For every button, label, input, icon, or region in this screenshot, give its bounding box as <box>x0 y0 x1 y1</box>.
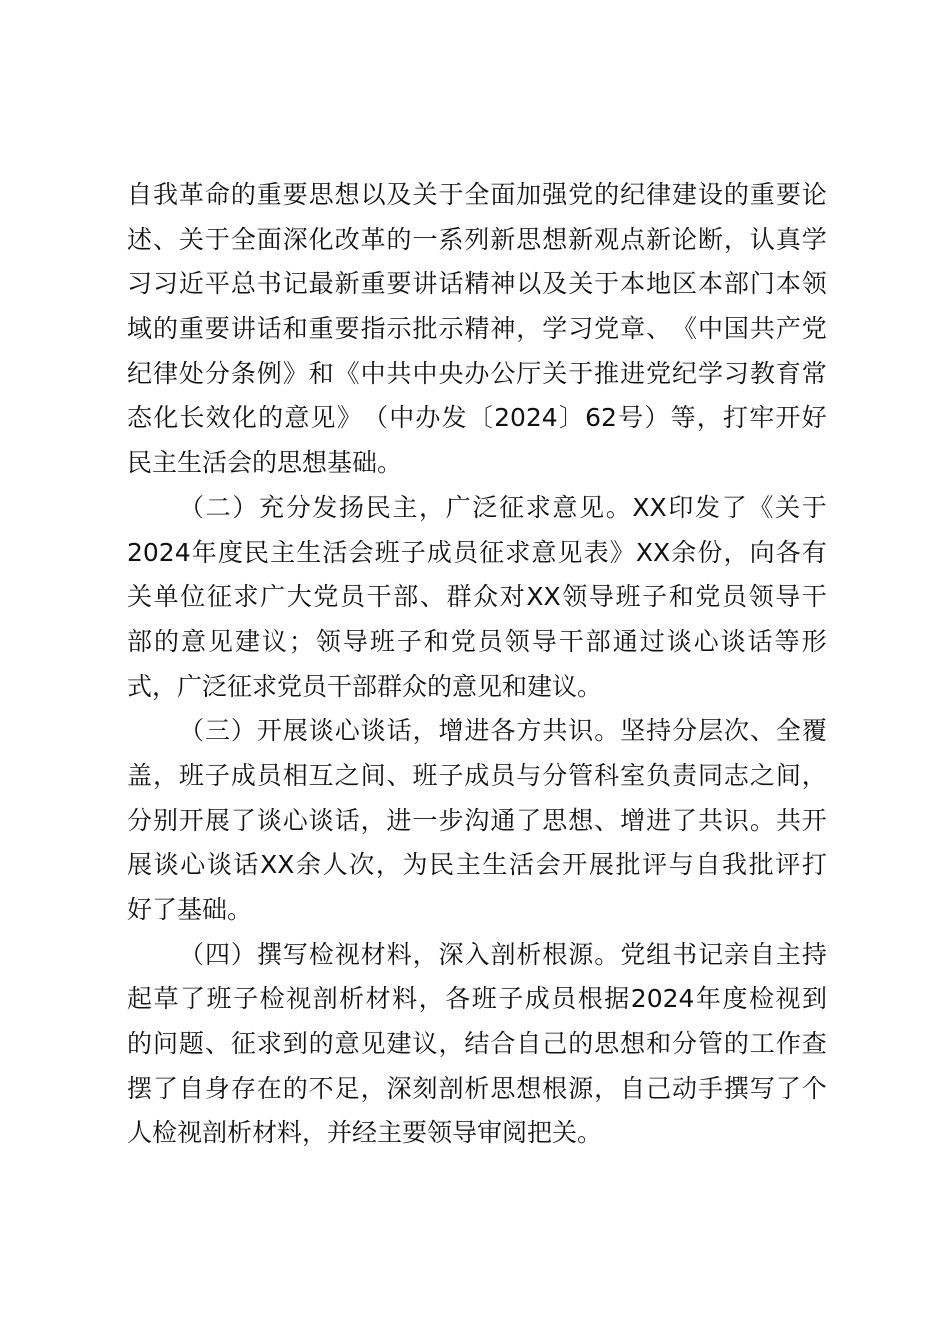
text-line: 盖 ， 班 子 成 员 相 互 之 间 、 班 子 成 员 与 分 管 科 室 负 责 同 志 之 间 ， <box>127 760 827 790</box>
document-body <box>127 173 827 1156</box>
text-line: 摆 了 自 身 存 在 的 不 足 ， 深 刻 剖 析 思 想 根 源 ， 自 己 动 手 撰 写 了 个 <box>127 1073 827 1103</box>
text-line: 自 我 革 命 的 重 要 思 想 以 及 关 于 全 面 加 强 党 的 纪 律 建 设 的 重 要 论 <box>127 180 827 209</box>
text-line: （ 三 ） 开 展 谈 心 谈 话 ， 增 进 各 方 共 识 。 坚 持 分 层 次 、 全 覆 <box>179 716 827 746</box>
text-line: 部 的 意 见 建 议 ； 领 导 班 子 和 党 员 领 导 干 部 通 过 谈 心 谈 话 等 形 <box>127 626 827 656</box>
text-line: 展 谈 心 谈 话 XX 余 人 次 ， 为 民 主 生 活 会 开 展 批 评 与 自 我 批 评 打 <box>127 850 827 880</box>
text-line: 态 化 长 效 化 的 意 见 》 （ 中 办 发 〔 2024 〕 62 号 ） 等 ， 打 牢 开 好 <box>127 403 827 433</box>
text-line: 2024 年 度 民 主 生 活 会 班 子 成 员 征 求 意 见 表 》 XX 余 份 ， 向 各 有 <box>127 537 827 567</box>
text-line: 好了基础。 <box>127 895 253 924</box>
text-line: （ 四 ） 撰 写 检 视 材 料 ， 深 入 剖 析 根 源 。 党 组 书 记 亲 自 主 持 <box>179 939 827 969</box>
text-line: 习 习 近 平 总 书 记 最 新 重 要 讲 话 精 神 以 及 关 于 本 地 区 本 部 门 本 领 <box>127 269 827 299</box>
text-line: 的 问 题 、 征 求 到 的 意 见 建 议 ， 结 合 自 己 的 思 想 和 分 管 的 工 作 查 <box>127 1029 827 1059</box>
text-line: （ 二 ） 充 分 发 扬 民 主 ， 广 泛 征 求 意 见 。 XX 印 发 了 《 关 于 <box>179 492 827 522</box>
text-line: 民主生活会的思想基础。 <box>127 448 403 478</box>
text-line: 起 草 了 班 子 检 视 剖 析 材 料 ， 各 班 子 成 员 根 据 2024 年 度 检 视 到 <box>127 984 827 1014</box>
text-line: 述 、 关 于 全 面 深 化 改 革 的 一 系 列 新 思 想 新 观 点 新 论 断 ， 认 真 学 <box>127 224 827 254</box>
text-line: 域 的 重 要 讲 话 和 重 要 指 示 批 示 精 神 ， 学 习 党 章 、 《 中 国 共 产 党 <box>127 314 827 344</box>
text-line: 人检视剖析材料，并经主要领导审阅把关。 <box>127 1118 603 1148</box>
text-line: 式，广泛征求党员干部群众的意见和建议。 <box>127 671 603 701</box>
text-line: 纪 律 处 分 条 例 》 和 《 中 共 中 央 办 公 厅 关 于 推 进 党 纪 学 习 教 育 常 <box>127 358 827 388</box>
text-line: 关 单 位 征 求 广 大 党 员 干 部 、 群 众 对 XX 领 导 班 子 和 党 员 领 导 干 <box>127 582 827 612</box>
text-line: 分 别 开 展 了 谈 心 谈 话 ， 进 一 步 沟 通 了 思 想 、 增 进 了 共 识 。 共 开 <box>127 805 827 835</box>
